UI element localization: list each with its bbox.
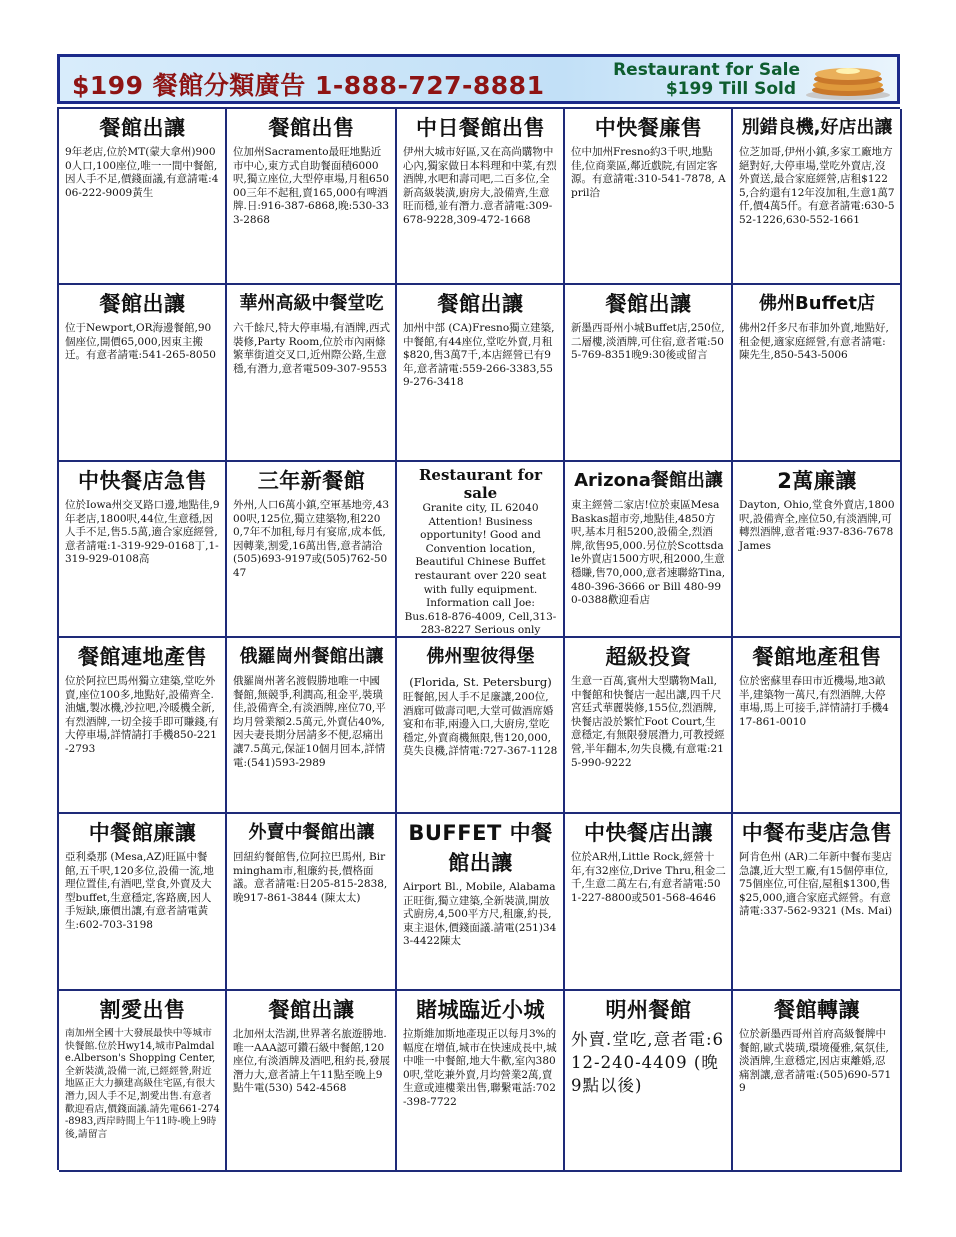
ad-subtitle: (Florida, St. Petersburg) (409, 675, 552, 689)
ad-title: 割愛出售 (99, 998, 186, 1022)
ad-body: 外州,人口6萬小鎮,空軍基地旁,4300呎,125位,獨立建築物,租2200,7年不加租,每月有宴席,成本低,因轉業,割愛,16萬出售,意者請洽 (505)693-9197或(505)762-5047 (233, 499, 390, 579)
ad-cell (227, 462, 397, 638)
ad-cell (59, 109, 227, 285)
ad-cell (227, 638, 397, 814)
ad-body: 位於AR州,Little Rock,經營十年,有32座位,Drive Thru,租金二千,生意二萬左右,有意者請電:501-227-8800或501-568-4646 (571, 851, 726, 904)
ad-cell (733, 814, 902, 991)
banner-headline: $199 餐館分類廣告 1-888-727-8881 (72, 71, 545, 100)
ad-title: Arizona餐館出讓 (574, 470, 723, 491)
ad-body: 加州中部 (CA)Fresno獨立建築,中餐館,有44座位,堂吃外賣,月租$820,售3萬7千,本店經營已有9年,意者請電:559-266-3383,559-276-3418 (403, 322, 555, 389)
ad-body: 伊州大城市好區,又在高尚購物中心內,獨家做日本料理和中菜,有烈酒牌,水吧和壽司吧,二百多位,全新高級裝潢,廚房大,設備齊,生意旺而穩,並有潛力.意者請電:309-678-9228,309-472-1668 (403, 146, 557, 226)
ad-title: 佛州Buffet店 (759, 293, 875, 314)
ad-title: 中餐館廉讓 (88, 821, 197, 845)
banner-tagline (560, 61, 800, 99)
ad-body: Airport Bl., Mobile, Alabama正旺街,獨立建築,全新裝潢,開放式廚房,4,500平方尺,租廉,約長,東主退休,價錢面議.請電(251)343-4422陳太 (403, 881, 557, 948)
ad-cell (397, 991, 565, 1172)
ad-body: 外賣.堂吃,意者電:612-240-4409 (晚9點以後) (571, 1030, 725, 1095)
header-banner (57, 54, 900, 104)
ad-title: 中快餐店出讓 (584, 821, 713, 845)
ad-title: 明州餐館 (605, 998, 692, 1022)
ad-cell (733, 109, 902, 285)
banner-tagline-line2: $199 Till Sold (665, 79, 796, 99)
ad-body: 位芝加哥,伊州小鎮,多家工廠地方絕對好,大停車場,堂吃外賣店,沒外賣送,最合家庭經營,店租$1225,合約還有12年沒加租,生意1萬7仟,價4萬5仟。有意者請電:630-552-1226,630-552-1661 (739, 146, 895, 226)
ad-cell (59, 991, 227, 1172)
ad-title: Restaurant for sale (418, 466, 543, 502)
banner-tagline-line1: Restaurant for Sale (613, 60, 800, 80)
ad-cell (565, 109, 733, 285)
ad-cell (59, 638, 227, 814)
ad-body: Granite city, IL 62040 Attention! Business opportunity! Good and Convention location, Beautiful Chinese Buffet restaurant over 220 seat with fully equipment. Information call Joe: Bus.618-876-4009, Cell,313-283-8227 Serious only (404, 502, 557, 637)
ad-title: 俄羅崗州餐館出讓 (239, 646, 384, 667)
ad-title: 餐館出讓 (268, 998, 355, 1022)
ad-body: 佛州2仟多尺布菲加外賣,地點好,租金便,適家庭經營,有意者請電:陳先生,850-543-5006 (739, 322, 889, 362)
ad-cell (565, 991, 733, 1172)
ad-cell (733, 638, 902, 814)
ad-cell (227, 814, 397, 991)
ad-title: 賭城臨近小城 (416, 998, 545, 1022)
ad-body: Dayton, Ohio,堂食外賣店,1800呎,設備齊全,座位50,有淡酒牌,可轉烈酒牌,意者電:937-836-7678 James (739, 499, 895, 552)
ad-cell (397, 285, 565, 462)
ad-cell (59, 285, 227, 462)
ad-body: 新墨西哥州小城Buffet店,250位,二層樓,淡酒牌,可住宿,意者電:505-769-8351晚9:30後或留言 (571, 322, 725, 362)
ad-body: 位于Newport,OR海邊餐館,90個座位,開價65,000,因東主搬迁。有意者請電:541-265-8050 (65, 322, 216, 362)
ad-cell (397, 462, 565, 638)
ad-body: 東主經營二家店!位於東區Mesa Baskas超市旁,地點佳,4850方呎,基本月租5200,設備全,烈酒牌,欲售95,000.另位於Scottsdale外賣店1500方呎,租2000,生意穩賺,售70,000,意者速聯絡Tina,480-396-3666 or Bill 480-990-0388歡迎看店 (571, 499, 726, 607)
ad-cell (733, 462, 902, 638)
ad-cell (565, 285, 733, 462)
ad-title: 餐館連地產售 (78, 645, 207, 669)
ad-cell (565, 814, 733, 991)
ad-body: 北加州太浩湖,世界著名旅遊勝地.唯一AAA認可鑽石級中餐館,120座位,有淡酒牌及酒吧,租約長,發展潛力大,意者請上午11點至晚上9點牛電(530) 542-4568 (233, 1028, 391, 1095)
ad-title: 三年新餐館 (257, 469, 366, 493)
ad-body: 位於密蘇里春田市近機場,地3畝半,建築物一萬尺,有烈酒牌,大停車場,馬上可接手,詳情請打手機417-861-0010 (739, 675, 889, 728)
ad-title: 餐館出讓 (437, 292, 524, 316)
ad-body: 南加州全國十大發展最快中等城市快餐館.位於Hwy14,城市Palmdale.Alberson's Shopping Center,全新裝潢,設備一流,已經經營,附近地區正大力擴建高級住宅區,有很大潛力,因人手不足,割愛出售.有意者歡迎看店,價錢面議.請先電661-274-8983,西岸時間上午11時-晚上9時後,請留言 (65, 1028, 220, 1140)
ad-body: 旺餐館,因人手不足廉讓,200位,酒廊可做壽司吧,大堂可做酒席婚宴和布菲,兩邊入口,大廚房,堂吃穩定,外賣商機無限,售120,000,莫失良機,詳情電:727-367-1128 (403, 691, 558, 758)
ad-body: 生意一百萬,賓州大型購物Mall,中餐館和快餐店一起出讓,四千尺宮廷式華麗裝修,155位,烈酒牌,快餐店設於繁忙Foot Court,生意穩定,有無限發展潛力,可教授經營,半年翻本,勿失良機,有意電:215-990-9222 (571, 675, 725, 769)
ad-title: 2萬廉讓 (777, 469, 857, 493)
ad-body: 阿肯色州 (AR)二年新中餐布斐店急讓,近大型工廠,有15個停車位,75個座位,可住宿,屋租$1300,售$25,000,適合家庭式經營。有意請電:337-562-9321 (Ms. Mai) (739, 851, 893, 918)
ad-body: 位於阿拉巴馬州獨立建築,堂吃外賣,座位100多,地點好,設備齊全.油爐,製冰機,沙拉吧,冷暖機全新,有烈酒牌,一切全接手即可賺錢,有大停車場,詳情請打手機850-221-2793 (65, 675, 219, 755)
ad-title: 中日餐館出售 (416, 116, 545, 140)
ad-cell (397, 638, 565, 814)
ad-body: 回紐約餐館售,位阿拉巴馬州, Birmingham市,租廉約長,價格面議。意者請電:日205-815-2838,晚917-861-3844 (陳太太) (233, 851, 388, 904)
ad-title: 中餐布斐店急售 (741, 821, 893, 845)
ad-title: 餐館轉讓 (774, 998, 860, 1022)
ad-cell (565, 462, 733, 638)
ad-cell (565, 638, 733, 814)
ad-cell (227, 109, 397, 285)
ad-cell (733, 991, 902, 1172)
ad-cell (397, 814, 565, 991)
ad-cell (227, 285, 397, 462)
ad-title: 餐館出讓 (605, 292, 692, 316)
ad-title: 餐館出讓 (99, 292, 186, 316)
ad-title: 超級投資 (605, 645, 692, 669)
pancake-icon (803, 59, 893, 101)
ad-title: 外賣中餐館出讓 (248, 822, 375, 843)
ad-cell (397, 109, 565, 285)
ad-title: 中快餐店急售 (78, 469, 207, 493)
ad-title: 餐館出售 (268, 116, 355, 140)
ad-cell (227, 991, 397, 1172)
ad-body: 9年老店,位於MT(蒙大拿州)9000人口,100座位,唯一一間中餐館,因人手不足,價錢面議,有意請電:406-222-9009黃生 (65, 146, 219, 199)
ad-title: 華州高級中餐堂吃 (239, 293, 384, 314)
ad-cell (733, 285, 902, 462)
ad-body: 位於Iowa州交叉路口邊,地點佳,9年老店,1800呎,44位,生意穩,因人手不足,售5.5萬,適合家庭經營,意者請電:1-319-929-0168丁,1-319-929-0108高 (65, 499, 220, 566)
ad-title: 別錯良機,好店出讓 (741, 117, 893, 138)
ad-title: 佛州聖彼得堡 (426, 646, 535, 667)
ad-body: 位於新墨西哥州首府高級餐牌中餐館,歐式裝璜,環境優雅,氣氛佳,淡酒牌,生意穩定,因店東離婚,忍痛割讓,意者請電:(505)690-5719 (739, 1028, 892, 1095)
ad-title: 餐館地產租售 (752, 645, 882, 669)
ad-body: 位中加州Fresno約3千呎,地點佳,位商業區,鄰近戲院,有固定客源。有意請電:310-541-7878, April洽 (571, 146, 726, 199)
ad-cell (59, 462, 227, 638)
classified-ads-grid (57, 107, 900, 1170)
ad-title: 餐館出讓 (99, 116, 186, 140)
ad-body: 位加州Sacramento最旺地點近市中心,東方式自助餐面積6000呎,獨立座位,大型停車場,月租65000三年不起租,賣165,000有啤酒牌.日:916-387-6868,晚:530-333-2868 (233, 146, 390, 226)
ad-body: 六千餘尺,特大停車場,有酒牌,西式裝修,Party Room,位於市內兩條繁華街道交叉口,近州際公路,生意穩,有潛力,意者電509-307-9553 (233, 322, 391, 375)
ad-body: 拉斯維加斯地產現正以每月3%的幅度在增值,城市在快速成長中,城中唯一中餐館,地大牛歡,室內3800呎,堂吃兼外賣,月均營業2萬,賣生意或連樓業出售,聯繫電話:702-398-7722 (403, 1028, 557, 1108)
ad-title: 中快餐廉售 (594, 116, 703, 140)
ad-body: 俄羅崗州著名渡假勝地唯一中國餐館,無競爭,利潤高,租金平,裝璜佳,設備齊全,有淡酒牌,座位70,平均月營業額2.5萬元,外賣佔40%,因夫妻長期分居請多不便,忍痛出讓7.5萬元,保証10個月回本,詳情電:(541)593-2989 (233, 675, 386, 769)
ad-title: BUFFET 中餐館出讓 (408, 821, 553, 875)
ad-cell (59, 814, 227, 991)
ad-body: 亞利桑那 (Mesa,AZ)旺區中餐館,五千呎,120多位,設備一流,地理位置佳,有酒吧,堂食,外賣及大型buffet,生意穩定,客路廣,因人手短缺,廉價出讓,有意者請電黃生:602-703-3198 (65, 851, 214, 931)
